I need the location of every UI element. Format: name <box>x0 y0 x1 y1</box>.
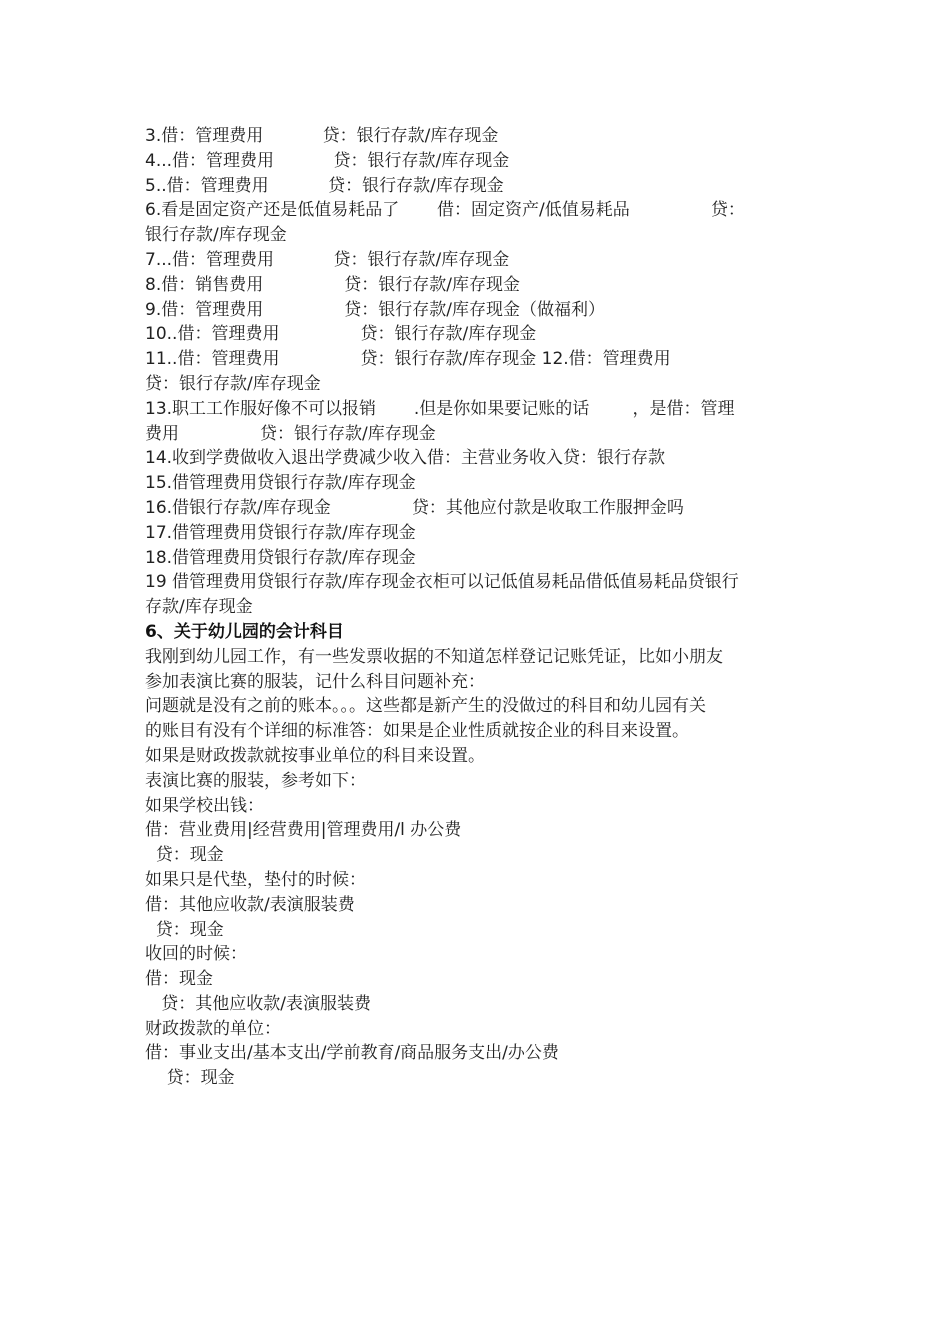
entry-line: 银行存款/库存现金 <box>145 225 287 246</box>
entry-line: 9.借：管理费用 贷：银行存款/库存现金（做福利） <box>145 299 606 320</box>
body-line: 贷：现金 <box>145 919 224 940</box>
body-line: 贷：现金 <box>145 1068 235 1089</box>
entry-line: 10..借：管理费用 贷：银行存款/库存现金 <box>145 324 537 345</box>
entry-line: 费用 贷：银行存款/库存现金 <box>145 423 436 444</box>
body-line: 贷：其他应收款/表演服装费 <box>145 993 371 1014</box>
entry-line: 17.借管理费用贷银行存款/库存现金 <box>145 522 416 543</box>
entry-line: 存款/库存现金 <box>145 597 253 618</box>
body-line: 的账目有没有个详细的标准答：如果是企业性质就按企业的科目来设置。 <box>145 721 689 742</box>
entry-line: 18.借管理费用贷银行存款/库存现金 <box>145 547 416 568</box>
entry-line: 14.收到学费做收入退出学费减少收入借：主营业务收入贷：银行存款 <box>145 448 666 469</box>
entry-line: 13.职工工作服好像不可以报销 .但是你如果要记账的话 ，是借：管理 <box>145 398 735 419</box>
body-line: 财政拨款的单位： <box>145 1018 281 1039</box>
body-line: 如果是财政拨款就按事业单位的科目来设置。 <box>145 745 485 766</box>
body-line: 收回的时候： <box>145 944 247 965</box>
body-line: 如果学校出钱： <box>145 795 264 816</box>
entry-line: 3.借：管理费用 贷：银行存款/库存现金 <box>145 126 499 146</box>
entry-line: 11..借：管理费用 贷：银行存款/库存现金 12.借：管理费用 <box>145 349 671 370</box>
entry-line: 19 借管理费用贷银行存款/库存现金衣柜可以记低值易耗品借低值易耗品贷银行 <box>145 572 739 593</box>
body-line: 问题就是没有之前的账本。。。这些都是新产生的没做过的科目和幼儿园有关 <box>145 696 706 717</box>
body-line: 我刚到幼儿园工作，有一些发票收据的不知道怎样登记记账凭证，比如小朋友 <box>145 646 723 667</box>
body-line: 借：营业费用|经营费用|管理费用/l 办公费 <box>145 820 462 841</box>
entry-line: 4...借：管理费用 贷：银行存款/库存现金 <box>145 150 510 171</box>
entry-line: 16.借银行存款/库存现金 贷：其他应付款是收取工作服押金吗 <box>145 497 684 518</box>
body-line: 表演比赛的服装，参考如下： <box>145 770 366 791</box>
body-line: 借：其他应收款/表演服装费 <box>145 894 355 915</box>
entry-line: 6.看是固定资产还是低值易耗品了 借：固定资产/低值易耗品 贷： <box>145 200 745 221</box>
body-line: 贷：现金 <box>145 845 224 866</box>
entry-line: 贷：银行存款/库存现金 <box>145 373 321 394</box>
body-line: 借：事业支出/基本支出/学前教育/商品服务支出/办公费 <box>145 1043 559 1064</box>
body-line: 参加表演比赛的服装，记什么科目问题补充： <box>145 671 485 692</box>
entry-line: 8.借：销售费用 贷：银行存款/库存现金 <box>145 274 521 295</box>
entry-line: 5..借：管理费用 贷：银行存款/库存现金 <box>145 175 504 196</box>
entry-line: 7...借：管理费用 贷：银行存款/库存现金 <box>145 249 510 270</box>
entry-line: 15.借管理费用贷银行存款/库存现金 <box>145 473 416 494</box>
body-line: 如果只是代垫，垫付的时候： <box>145 869 366 890</box>
body-line: 借：现金 <box>145 969 213 990</box>
section-heading: 6、关于幼儿园的会计科目 <box>145 621 344 642</box>
document-content <box>145 124 810 1091</box>
